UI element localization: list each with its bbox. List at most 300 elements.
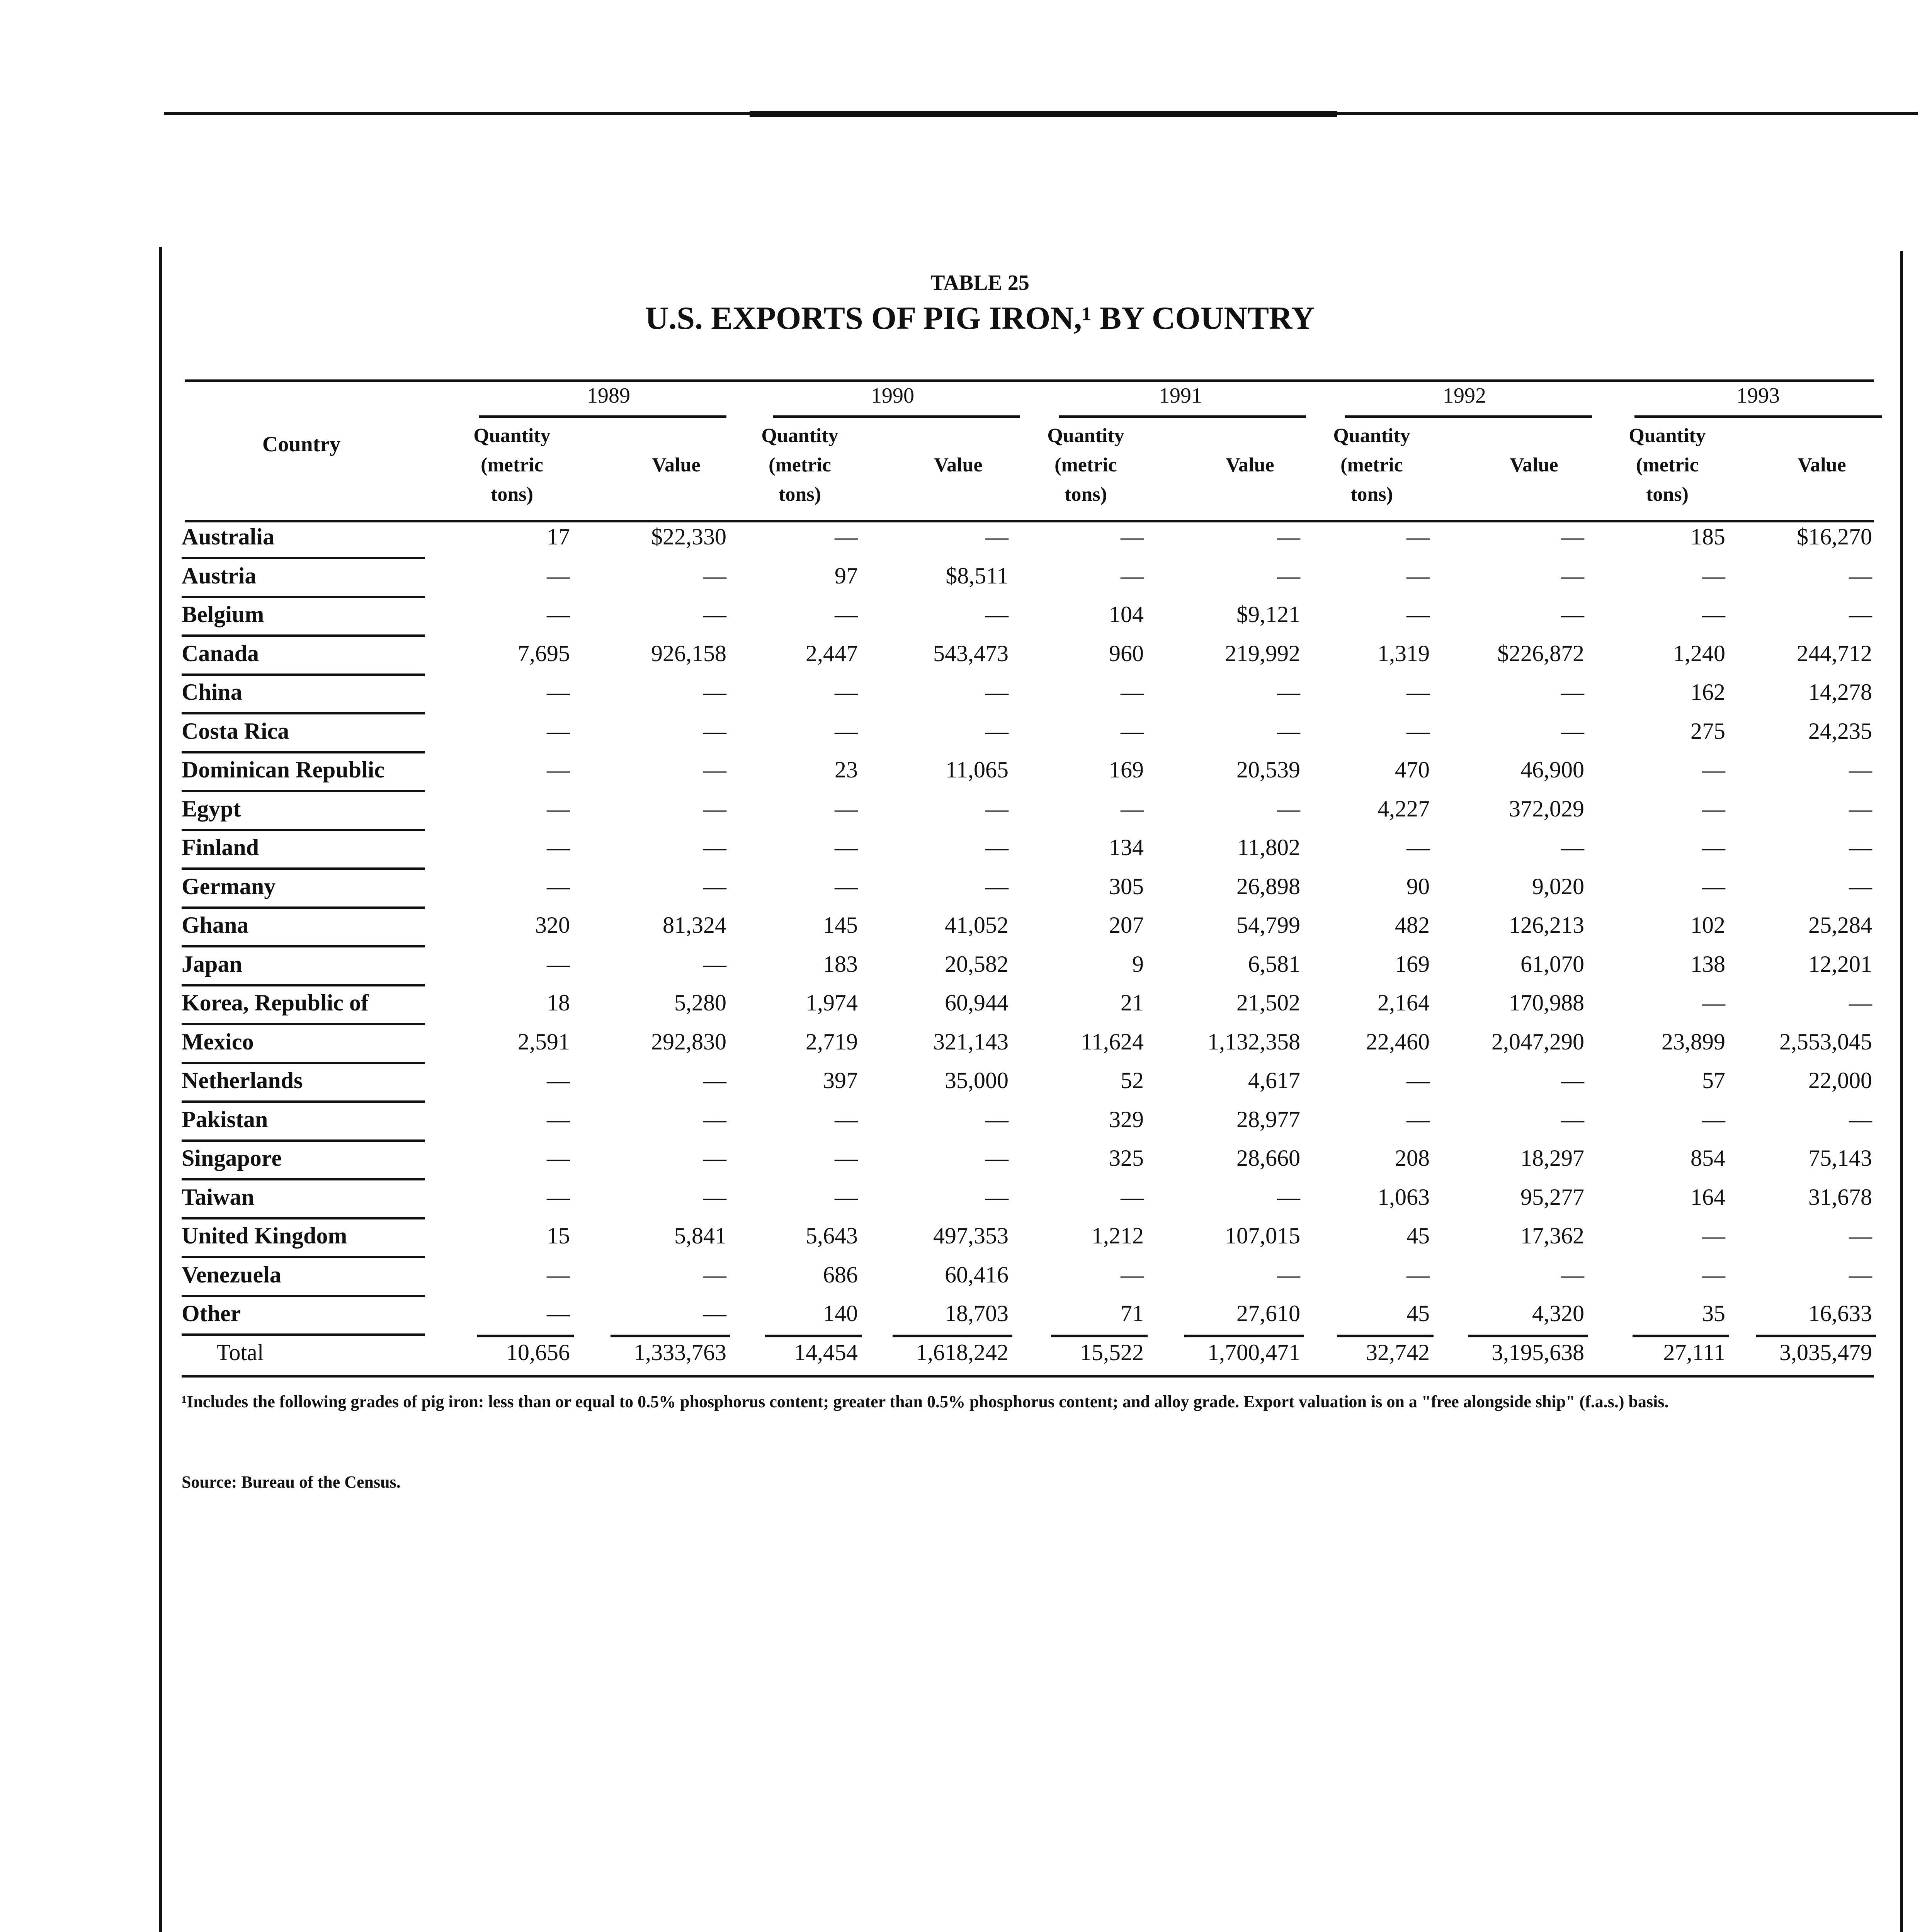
quantity-cell: — bbox=[547, 796, 570, 821]
row-rule bbox=[182, 867, 425, 870]
quantity-cell: 27,111 bbox=[1663, 1339, 1725, 1365]
row-rule bbox=[182, 1139, 425, 1142]
quantity-cell: 9 bbox=[1132, 951, 1144, 977]
quantity-cell: 14,454 bbox=[794, 1339, 858, 1365]
value-cell: — bbox=[985, 873, 1009, 899]
quantity-cell: — bbox=[1406, 1106, 1430, 1132]
value-cell: — bbox=[985, 679, 1009, 705]
quantity-cell: 11,624 bbox=[1081, 1029, 1144, 1054]
quantity-cell: — bbox=[835, 524, 858, 549]
quantity-cell: 23 bbox=[835, 757, 858, 782]
quantity-cell: 134 bbox=[1109, 835, 1144, 860]
header-bottom-rule bbox=[185, 520, 1874, 522]
value-cell: 1,132,358 bbox=[1208, 1029, 1300, 1054]
top-rule-accent bbox=[750, 111, 1337, 117]
value-cell: — bbox=[703, 757, 726, 782]
row-rule bbox=[182, 1178, 425, 1180]
quantity-cell: — bbox=[1702, 990, 1725, 1015]
value-cell: 81,324 bbox=[663, 912, 726, 938]
value-cell: 35,000 bbox=[945, 1068, 1009, 1093]
value-cell: — bbox=[1277, 679, 1300, 705]
quantity-column-header: Quantity (metric tons) bbox=[1629, 425, 1706, 505]
quantity-cell: — bbox=[1702, 873, 1725, 899]
quantity-cell: — bbox=[547, 1145, 570, 1171]
value-cell: 170,988 bbox=[1509, 990, 1584, 1015]
quantity-cell: — bbox=[1702, 835, 1725, 860]
quantity-cell: — bbox=[547, 1068, 570, 1093]
row-rule bbox=[182, 673, 425, 676]
row-rule bbox=[182, 984, 425, 986]
value-cell: 21,502 bbox=[1236, 990, 1300, 1015]
table-row bbox=[182, 524, 1878, 562]
quantity-cell: — bbox=[1406, 835, 1430, 860]
country-cell: Belgium bbox=[182, 602, 264, 627]
value-cell: 2,553,045 bbox=[1779, 1029, 1872, 1054]
quantity-cell: — bbox=[547, 951, 570, 977]
value-cell: 5,280 bbox=[674, 990, 726, 1015]
quantity-cell: 145 bbox=[823, 912, 858, 938]
quantity-cell: 169 bbox=[1109, 757, 1144, 782]
quantity-cell: 4,227 bbox=[1378, 796, 1430, 821]
value-column-header: Value bbox=[1798, 454, 1846, 476]
value-cell: — bbox=[1849, 757, 1872, 782]
table-row bbox=[182, 1262, 1878, 1300]
total-row bbox=[182, 1339, 1878, 1378]
value-cell: 244,712 bbox=[1797, 640, 1872, 666]
quantity-cell: — bbox=[547, 602, 570, 627]
quantity-cell: — bbox=[1702, 757, 1725, 782]
quantity-cell: 1,319 bbox=[1378, 640, 1430, 666]
value-cell: 20,582 bbox=[945, 951, 1009, 977]
row-rule bbox=[182, 1295, 425, 1297]
value-cell: — bbox=[985, 835, 1009, 860]
quantity-cell: 960 bbox=[1109, 640, 1144, 666]
value-cell: — bbox=[1849, 1262, 1872, 1287]
year-header-1992: 1992 bbox=[1443, 384, 1486, 408]
quantity-cell: — bbox=[1406, 1068, 1430, 1093]
value-cell: 219,992 bbox=[1225, 640, 1300, 666]
quantity-column-header: Quantity (metric tons) bbox=[1047, 425, 1124, 505]
quantity-cell: — bbox=[547, 835, 570, 860]
table-row bbox=[182, 796, 1878, 834]
quantity-cell: 71 bbox=[1121, 1301, 1144, 1326]
quantity-cell: 275 bbox=[1690, 718, 1725, 744]
country-cell: Taiwan bbox=[182, 1184, 254, 1210]
value-cell: — bbox=[703, 1262, 726, 1287]
total-rule bbox=[1051, 1335, 1148, 1337]
value-cell: 17,362 bbox=[1520, 1223, 1584, 1248]
quantity-cell: — bbox=[1121, 718, 1144, 744]
value-cell: 27,610 bbox=[1236, 1301, 1300, 1326]
value-cell: — bbox=[1849, 835, 1872, 860]
quantity-cell: 138 bbox=[1690, 951, 1725, 977]
value-cell: 9,020 bbox=[1532, 873, 1584, 899]
quantity-cell: 2,164 bbox=[1378, 990, 1430, 1015]
quantity-cell: 22,460 bbox=[1366, 1029, 1430, 1054]
value-cell: 46,900 bbox=[1520, 757, 1584, 782]
year-rule bbox=[773, 415, 1020, 418]
row-rule bbox=[182, 790, 425, 792]
value-cell: $22,330 bbox=[651, 524, 726, 549]
year-header-1989: 1989 bbox=[587, 384, 630, 408]
quantity-cell: — bbox=[835, 718, 858, 744]
quantity-cell: — bbox=[1406, 679, 1430, 705]
quantity-cell: 397 bbox=[823, 1068, 858, 1093]
quantity-cell: — bbox=[835, 873, 858, 899]
quantity-cell: — bbox=[547, 873, 570, 899]
total-rule bbox=[477, 1335, 574, 1337]
table-row bbox=[182, 1223, 1878, 1261]
value-cell: — bbox=[1561, 524, 1584, 549]
value-cell: 28,977 bbox=[1236, 1106, 1300, 1132]
quantity-cell: — bbox=[835, 796, 858, 821]
quantity-cell: — bbox=[1121, 679, 1144, 705]
value-cell: 61,070 bbox=[1520, 951, 1584, 977]
quantity-cell: — bbox=[1406, 602, 1430, 627]
value-cell: — bbox=[703, 1301, 726, 1326]
value-cell: 24,235 bbox=[1808, 718, 1872, 744]
quantity-cell: 162 bbox=[1690, 679, 1725, 705]
country-cell: Australia bbox=[182, 524, 274, 549]
quantity-cell: 23,899 bbox=[1662, 1029, 1725, 1054]
quantity-cell: 35 bbox=[1702, 1301, 1725, 1326]
quantity-cell: — bbox=[547, 563, 570, 588]
quantity-cell: 185 bbox=[1690, 524, 1725, 549]
quantity-cell: 2,591 bbox=[518, 1029, 570, 1054]
total-rule bbox=[611, 1335, 730, 1337]
quantity-cell: — bbox=[547, 1301, 570, 1326]
value-cell: 11,065 bbox=[946, 757, 1009, 782]
quantity-cell: — bbox=[1702, 796, 1725, 821]
table-row bbox=[182, 1145, 1878, 1184]
value-cell: — bbox=[703, 835, 726, 860]
value-cell: — bbox=[1849, 1106, 1872, 1132]
row-rule bbox=[182, 829, 425, 831]
value-cell: 1,700,471 bbox=[1208, 1339, 1300, 1365]
year-rule bbox=[1345, 415, 1592, 418]
total-rule bbox=[1756, 1335, 1876, 1337]
table-row bbox=[182, 718, 1878, 757]
quantity-cell: 164 bbox=[1690, 1184, 1725, 1210]
row-rule bbox=[182, 1217, 425, 1219]
quantity-cell: 208 bbox=[1395, 1145, 1430, 1171]
value-cell: — bbox=[985, 1106, 1009, 1132]
country-cell: Dominican Republic bbox=[182, 757, 385, 782]
country-cell: China bbox=[182, 679, 242, 705]
value-cell: 12,201 bbox=[1808, 951, 1872, 977]
quantity-cell: — bbox=[1702, 1223, 1725, 1248]
value-cell: $8,511 bbox=[946, 563, 1009, 588]
value-cell: 75,143 bbox=[1808, 1145, 1872, 1171]
value-cell: — bbox=[1561, 1262, 1584, 1287]
value-cell: 18,297 bbox=[1520, 1145, 1584, 1171]
value-cell: 14,278 bbox=[1808, 679, 1872, 705]
country-cell: Korea, Republic of bbox=[182, 990, 369, 1015]
quantity-cell: — bbox=[835, 1145, 858, 1171]
value-cell: 25,284 bbox=[1808, 912, 1872, 938]
table-row bbox=[182, 1029, 1878, 1067]
value-cell: — bbox=[703, 679, 726, 705]
value-cell: — bbox=[703, 796, 726, 821]
row-rule bbox=[182, 712, 425, 714]
value-cell: — bbox=[1277, 1262, 1300, 1287]
quantity-cell: 5,643 bbox=[806, 1223, 858, 1248]
value-cell: — bbox=[985, 1145, 1009, 1171]
value-cell: 28,660 bbox=[1236, 1145, 1300, 1171]
table-row bbox=[182, 1300, 1878, 1339]
value-cell: 60,416 bbox=[945, 1262, 1009, 1287]
quantity-column-header: Quantity (metric tons) bbox=[473, 425, 551, 505]
value-cell: 20,539 bbox=[1236, 757, 1300, 782]
quantity-cell: 686 bbox=[823, 1262, 858, 1287]
value-cell: 926,158 bbox=[651, 640, 726, 666]
quantity-cell: 57 bbox=[1702, 1068, 1725, 1093]
value-cell: $9,121 bbox=[1236, 602, 1300, 627]
quantity-cell: — bbox=[835, 1184, 858, 1210]
country-cell: Finland bbox=[182, 835, 259, 860]
quantity-cell: 470 bbox=[1395, 757, 1430, 782]
total-rule bbox=[1468, 1335, 1588, 1337]
value-cell: — bbox=[703, 563, 726, 588]
quantity-cell: — bbox=[1121, 796, 1144, 821]
year-header-1990: 1990 bbox=[871, 384, 914, 408]
quantity-column-header: Quantity (metric tons) bbox=[1333, 425, 1410, 505]
quantity-cell: 32,742 bbox=[1366, 1339, 1430, 1365]
quantity-cell: 97 bbox=[835, 563, 858, 588]
year-rule bbox=[1634, 415, 1882, 418]
row-rule bbox=[182, 906, 425, 909]
quantity-cell: 183 bbox=[823, 951, 858, 977]
table-number: TABLE 25 bbox=[930, 271, 1029, 295]
value-cell: 95,277 bbox=[1520, 1184, 1584, 1210]
quantity-cell: 320 bbox=[535, 912, 570, 938]
quantity-cell: 21 bbox=[1121, 990, 1144, 1015]
margin-line-right bbox=[1900, 251, 1903, 1932]
quantity-cell: — bbox=[547, 757, 570, 782]
value-column-header: Value bbox=[652, 454, 701, 476]
quantity-cell: 482 bbox=[1395, 912, 1430, 938]
value-column-header: Value bbox=[1226, 454, 1274, 476]
value-cell: — bbox=[985, 796, 1009, 821]
quantity-cell: 854 bbox=[1690, 1145, 1725, 1171]
quantity-cell: — bbox=[547, 718, 570, 744]
quantity-cell: 2,719 bbox=[806, 1029, 858, 1054]
quantity-cell: 45 bbox=[1406, 1223, 1430, 1248]
country-cell: Austria bbox=[182, 563, 257, 588]
row-rule bbox=[182, 1062, 425, 1064]
quantity-cell: 10,656 bbox=[506, 1339, 570, 1365]
table-bottom-rule bbox=[182, 1375, 1874, 1378]
quantity-cell: — bbox=[547, 1184, 570, 1210]
quantity-cell: — bbox=[835, 602, 858, 627]
quantity-cell: — bbox=[1702, 1106, 1725, 1132]
value-cell: — bbox=[703, 1145, 726, 1171]
quantity-cell: — bbox=[835, 679, 858, 705]
value-cell: — bbox=[1561, 1068, 1584, 1093]
table-title: U.S. EXPORTS OF PIG IRON,¹ BY COUNTRY bbox=[645, 300, 1315, 336]
quantity-cell: — bbox=[835, 1106, 858, 1132]
value-cell: 18,703 bbox=[945, 1301, 1009, 1326]
table-row bbox=[182, 679, 1878, 718]
value-cell: 2,047,290 bbox=[1492, 1029, 1584, 1054]
value-cell: — bbox=[985, 602, 1009, 627]
country-cell: Singapore bbox=[182, 1145, 282, 1171]
row-rule bbox=[182, 1333, 425, 1336]
value-cell: 3,035,479 bbox=[1779, 1339, 1872, 1365]
table-row bbox=[182, 563, 1878, 601]
value-cell: 11,802 bbox=[1237, 835, 1300, 860]
value-cell: — bbox=[1277, 1184, 1300, 1210]
value-cell: — bbox=[1849, 796, 1872, 821]
table-row bbox=[182, 640, 1878, 679]
value-cell: 292,830 bbox=[651, 1029, 726, 1054]
quantity-cell: 140 bbox=[823, 1301, 858, 1326]
value-cell: 54,799 bbox=[1236, 912, 1300, 938]
country-cell: Pakistan bbox=[182, 1106, 268, 1132]
value-cell: $16,270 bbox=[1797, 524, 1872, 549]
source-note: Source: Bureau of the Census. bbox=[182, 1473, 401, 1492]
country-cell: Egypt bbox=[182, 796, 241, 821]
quantity-cell: 52 bbox=[1121, 1068, 1144, 1093]
value-cell: — bbox=[1849, 990, 1872, 1015]
value-cell: — bbox=[703, 1068, 726, 1093]
quantity-column-header: Quantity (metric tons) bbox=[761, 425, 838, 505]
value-cell: — bbox=[1849, 602, 1872, 627]
value-column-header: Value bbox=[934, 454, 983, 476]
quantity-cell: — bbox=[1121, 524, 1144, 549]
country-cell: Mexico bbox=[182, 1029, 254, 1054]
quantity-cell: — bbox=[1406, 1262, 1430, 1287]
quantity-cell: 90 bbox=[1406, 873, 1430, 899]
quantity-cell: 169 bbox=[1395, 951, 1430, 977]
year-header-1991: 1991 bbox=[1159, 384, 1202, 408]
value-cell: 6,581 bbox=[1248, 951, 1300, 977]
quantity-cell: — bbox=[1121, 563, 1144, 588]
quantity-cell: 7,695 bbox=[518, 640, 570, 666]
country-cell: Costa Rica bbox=[182, 718, 289, 744]
table-row bbox=[182, 601, 1878, 640]
value-cell: — bbox=[703, 873, 726, 899]
value-cell: — bbox=[1561, 1106, 1584, 1132]
country-cell: Ghana bbox=[182, 912, 249, 938]
value-cell: — bbox=[1561, 602, 1584, 627]
table-row bbox=[182, 912, 1878, 951]
quantity-cell: 17 bbox=[547, 524, 570, 549]
value-cell: — bbox=[703, 718, 726, 744]
value-column-header: Value bbox=[1510, 454, 1558, 476]
quantity-cell: 104 bbox=[1109, 602, 1144, 627]
value-cell: — bbox=[1561, 563, 1584, 588]
value-cell: $226,872 bbox=[1497, 640, 1584, 666]
value-cell: — bbox=[985, 718, 1009, 744]
value-cell: 3,195,638 bbox=[1492, 1339, 1584, 1365]
total-rule bbox=[1184, 1335, 1304, 1337]
value-cell: — bbox=[985, 1184, 1009, 1210]
country-cell: Total bbox=[216, 1339, 264, 1365]
quantity-cell: — bbox=[1702, 563, 1725, 588]
row-rule bbox=[182, 596, 425, 598]
value-cell: 1,618,242 bbox=[916, 1339, 1009, 1365]
value-cell: — bbox=[1561, 835, 1584, 860]
value-cell: 372,029 bbox=[1509, 796, 1584, 821]
value-cell: — bbox=[1849, 873, 1872, 899]
value-cell: — bbox=[703, 1106, 726, 1132]
value-cell: 41,052 bbox=[945, 912, 1009, 938]
table-row bbox=[182, 1106, 1878, 1145]
country-cell: United Kingdom bbox=[182, 1223, 347, 1248]
year-header-1993: 1993 bbox=[1736, 384, 1780, 408]
value-cell: — bbox=[1561, 679, 1584, 705]
value-cell: — bbox=[1277, 524, 1300, 549]
table-row bbox=[182, 990, 1878, 1028]
country-cell: Canada bbox=[182, 640, 259, 666]
total-rule bbox=[1337, 1335, 1434, 1337]
row-rule bbox=[182, 1100, 425, 1103]
quantity-cell: — bbox=[1406, 524, 1430, 549]
row-rule bbox=[182, 557, 425, 559]
row-rule bbox=[182, 634, 425, 637]
quantity-cell: 1,212 bbox=[1092, 1223, 1144, 1248]
table-row bbox=[182, 834, 1878, 873]
value-cell: — bbox=[1277, 563, 1300, 588]
value-cell: — bbox=[1849, 563, 1872, 588]
value-cell: 16,633 bbox=[1808, 1301, 1872, 1326]
quantity-cell: — bbox=[1406, 563, 1430, 588]
value-cell: 4,320 bbox=[1532, 1301, 1584, 1326]
value-cell: — bbox=[1561, 718, 1584, 744]
quantity-cell: 1,063 bbox=[1378, 1184, 1430, 1210]
value-cell: 497,353 bbox=[933, 1223, 1009, 1248]
quantity-cell: — bbox=[547, 1262, 570, 1287]
country-cell: Other bbox=[182, 1301, 241, 1326]
row-rule bbox=[182, 1256, 425, 1258]
value-cell: — bbox=[1277, 796, 1300, 821]
quantity-cell: — bbox=[547, 679, 570, 705]
year-rule bbox=[479, 415, 726, 418]
table-row bbox=[182, 1067, 1878, 1106]
quantity-cell: 1,974 bbox=[806, 990, 858, 1015]
quantity-cell: 2,447 bbox=[806, 640, 858, 666]
table-row bbox=[182, 873, 1878, 912]
quantity-cell: — bbox=[1121, 1184, 1144, 1210]
quantity-cell: — bbox=[547, 1106, 570, 1132]
country-column-header: Country bbox=[262, 432, 341, 456]
value-cell: 543,473 bbox=[933, 640, 1009, 666]
value-cell: 321,143 bbox=[933, 1029, 1009, 1054]
quantity-cell: 207 bbox=[1109, 912, 1144, 938]
total-rule bbox=[1633, 1335, 1729, 1337]
row-rule bbox=[182, 1023, 425, 1025]
table-row bbox=[182, 1184, 1878, 1223]
quantity-cell: 15,522 bbox=[1080, 1339, 1144, 1365]
quantity-cell: 305 bbox=[1109, 873, 1144, 899]
country-cell: Japan bbox=[182, 951, 242, 977]
quantity-cell: — bbox=[1121, 1262, 1144, 1287]
value-cell: — bbox=[985, 524, 1009, 549]
value-cell: 31,678 bbox=[1808, 1184, 1872, 1210]
row-rule bbox=[182, 945, 425, 947]
table-row bbox=[182, 757, 1878, 795]
country-cell: Germany bbox=[182, 873, 276, 899]
quantity-cell: 15 bbox=[547, 1223, 570, 1248]
total-rule bbox=[765, 1335, 862, 1337]
value-cell: 107,015 bbox=[1225, 1223, 1300, 1248]
value-cell: — bbox=[703, 602, 726, 627]
year-rule bbox=[1059, 415, 1306, 418]
footnote: ¹Includes the following grades of pig iron: less than or equal to 0.5% phosphorus content; greater than 0.5% phosphorus content; and alloy grade. Export valuation is on a "free alongside ship" (f.a.s.) basis. bbox=[182, 1392, 1669, 1411]
table-row bbox=[182, 951, 1878, 990]
quantity-cell: 45 bbox=[1406, 1301, 1430, 1326]
